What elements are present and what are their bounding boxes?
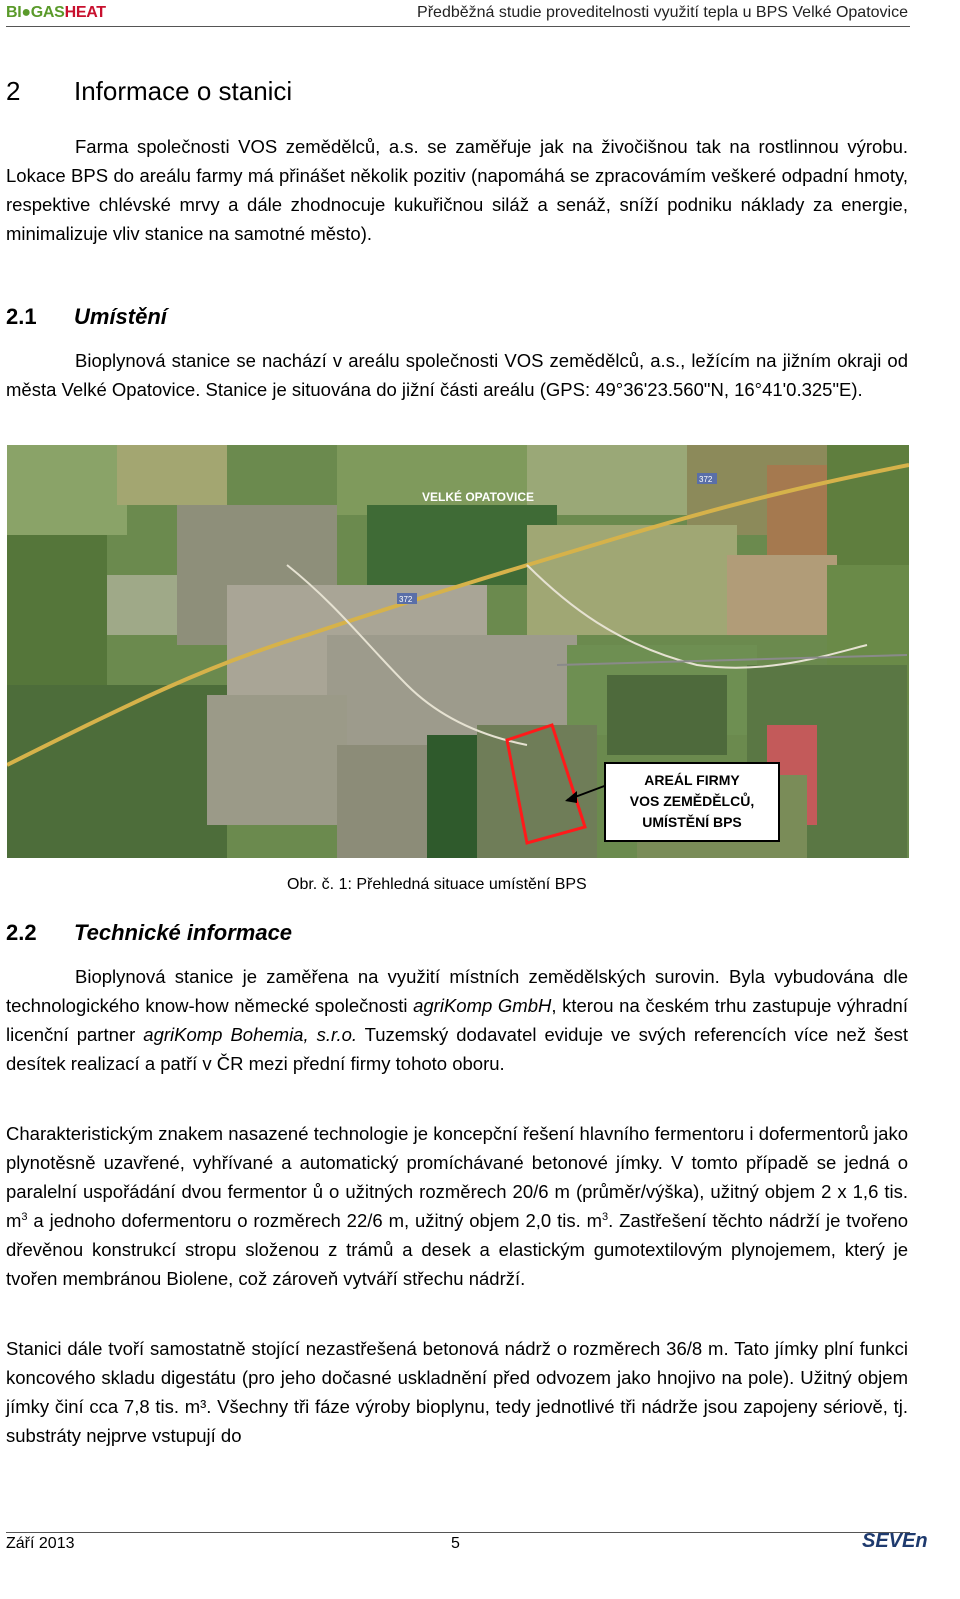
road-number-badge: 372 [699,475,713,484]
logo-leaf-icon: ● [21,4,31,21]
callout-line-3: UMÍSTĚNÍ BPS [642,814,742,830]
p2-text-a: Charakteristickým znakem nasazené technologie je koncepční řešení hlavního fermentoru i dofermentorů jako plynotěsně uzavřené, vyhřívané a automatický promíchávané betonové jímky. V tomto případě se jedná o paralelní uspořádání dvou fermentor ů o užitných rozměrech 20/6 m (průměr/výška), užitný objem 2 x 1,6 tis. m [6,1123,908,1231]
footer-divider [6,1532,910,1533]
p1-partner-name: agriKomp Bohemia, s.r.o. [143,1024,358,1045]
p2-text-b: a jednoho dofermentoru o rozměrech 22/6 m, užitný objem 2,0 tis. m [27,1210,603,1231]
header-divider [6,26,910,27]
section-heading [6,76,292,107]
intro-paragraph: Farma společnosti VOS zemědělců, a.s. se zaměřuje jak na živočišnou tak na rostlinnou výrobu. Lokace BPS do areálu farmy má přinášet několik pozitiv (napomáhá se zpracovámím veškeré odpadní hmoty, respektive chlévské mrvy a dále zhodnocuje kukuřičnou siláž a senáž, sníží podniku náklady za energie, minimalizuje vliv stanice na samotné město). [6,136,908,244]
callout-line-1: AREÁL FIRMY [644,772,740,788]
page-number: 5 [451,1535,460,1552]
p1-text-a: Bioplynová stanice je zaměřena na využití místních zemědělských surovin. Byla vybudována dle technologického know-how německé společnosti [6,966,908,1016]
callout-line-2: VOS ZEMĚDĚLCŮ, [629,793,755,809]
aerial-map-image [7,445,909,858]
subsection-number: 2.1 [6,304,37,329]
biogasheat-logo [6,4,106,22]
section-title: Informace o stanici [74,76,293,106]
logo-part-gas: GAS [30,4,65,21]
p1-text-c: , kterou na českém trhu zastupuje výhradní licenční partner [6,995,908,1045]
location-paragraph: Bioplynová stanice se nachází v areálu společnosti VOS zemědělců, a.s., ležícím na jižním okraji od města Velké Opatovice. Stanice je situována do jižní části areálu (GPS: 49°36'23.560"N, 16°41'0.325"E). [6,350,908,400]
road-number-badge-2: 372 [399,595,413,604]
p1-company-name: agriKomp GmbH [413,995,552,1016]
subsection-title-2: Technické informace [74,920,293,945]
logo-part-heat: HEAT [64,4,106,21]
seven-logo: SEVEn [862,1530,928,1552]
p1-text-e: Tuzemský dodavatel eviduje ve svých referencích více než šest desítek realizací a patří v ČR mezi přední firmy tohoto oboru. [6,1024,908,1074]
section-number: 2 [6,76,21,106]
p2-superscript-2: 3 [602,1210,609,1223]
technical-paragraph-2 [6,1119,908,1293]
logo-part-bi: BI [6,4,22,21]
document-header-title: Předběžná studie proveditelnosti využití tepla u BPS Velké Opatovice [417,4,908,21]
technical-paragraph-3: Stanici dále tvoří samostatně stojící nezastřešená betonová nádrž o rozměrech 36/8 m. Tato jímky plní funkci koncového skladu digestátu (pro jeho dočasné uskladnění před odvozem jako hnojivo na pole). Užitný objem jímky činí cca 7,8 tis. m³. Všechny tři fáze výroby bioplynu, tedy jednotlivé tři nádrže jsou zapojeny sériově, tj. substráty nejprve vstupují do [6,1338,908,1446]
footer-date: Září 2013 [6,1535,75,1552]
figure-caption: Obr. č. 1: Přehledná situace umístění BPS [287,876,587,893]
map-town-label: VELKÉ OPATOVICE [422,490,535,504]
p2-text-c: . Zastřešení těchto nádrží je tvořeno dřevěnou konstrukcí stropu složenou z trámů a desek a elastickým gumotextilovým plynojemem, který je tvořen membránou Biolene, což zároveň vytváří střechu nádrží. [6,1210,909,1289]
p2-superscript-1: 3 [21,1210,28,1223]
subsection-title: Umístění [74,304,167,329]
subsection-heading-technical [6,920,292,946]
technical-paragraph-1 [6,962,908,1078]
subsection-heading-location [6,304,167,330]
subsection-number-2: 2.2 [6,920,37,945]
